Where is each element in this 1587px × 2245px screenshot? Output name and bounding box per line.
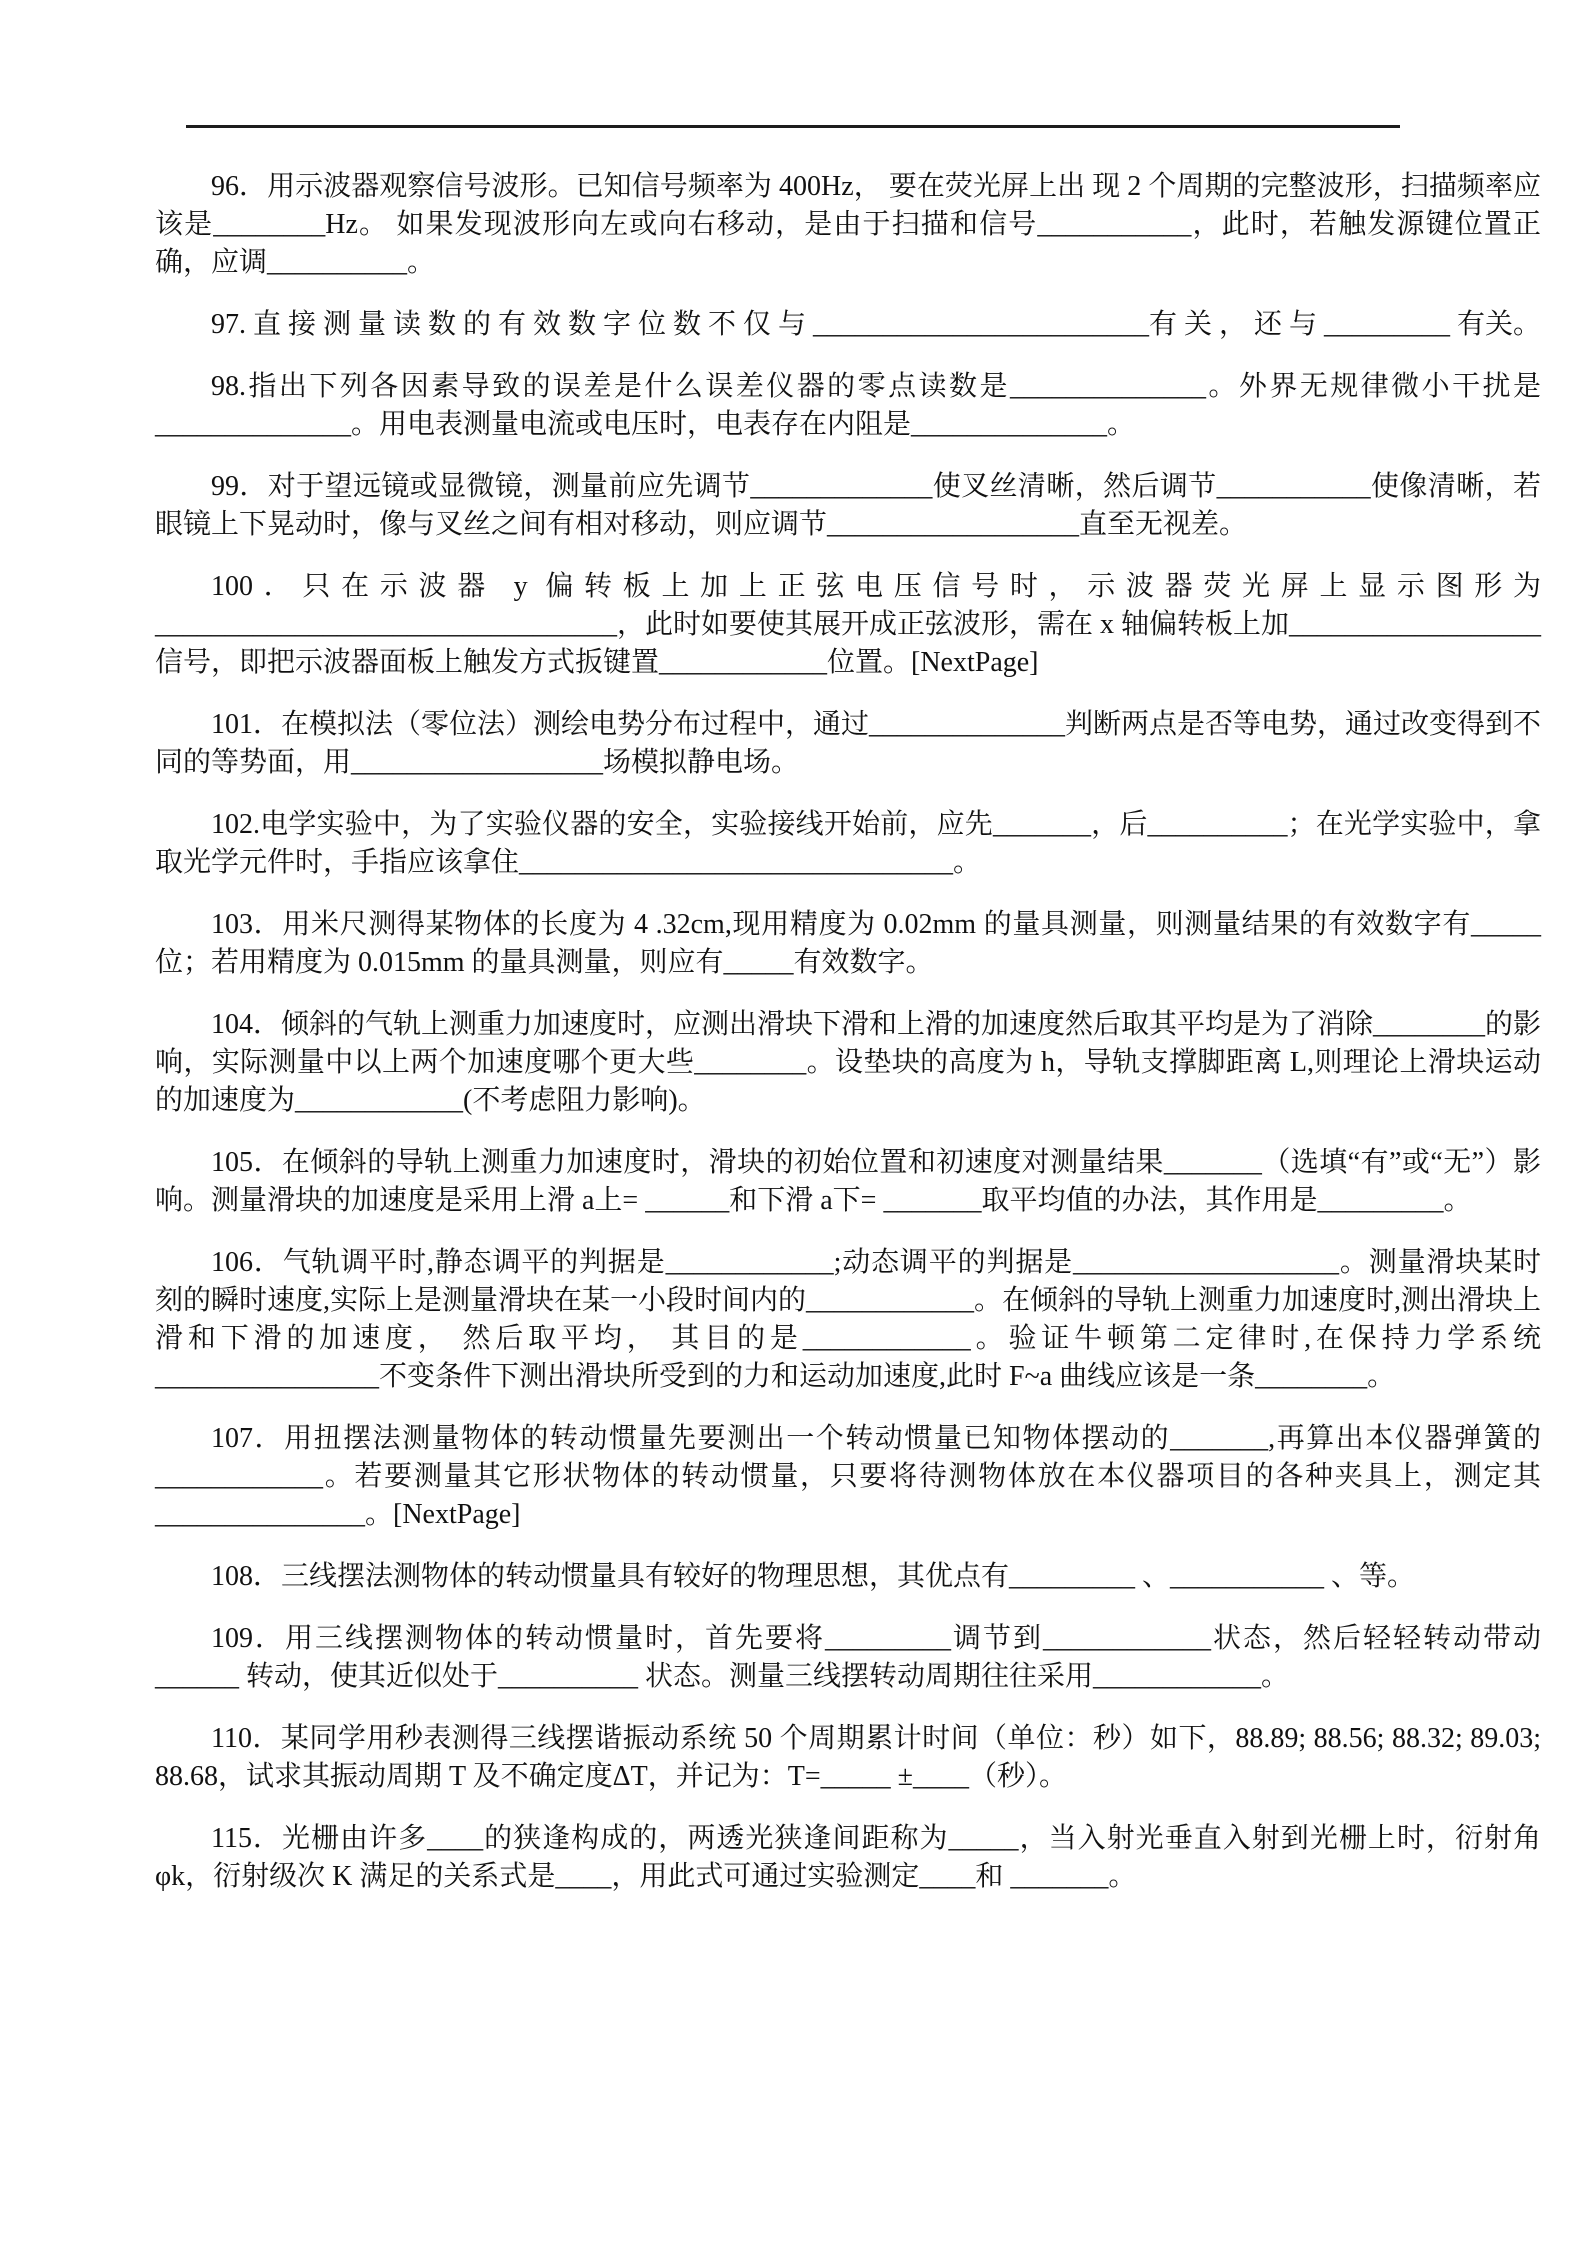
question-110: 110．某同学用秒表测得三线摆谐振动系统 50 个周期累计时间（单位：秒）如下，88.89; 88.56; 88.32; 89.03; 88.68，试求其振动周期 T 及不确定度ΔT，并记为：T=_____ ±____（秒）。 bbox=[155, 1723, 1541, 1792]
question-115: 115．光栅由许多____的狭逢构成的，两透光狭逢间距称为_____，当入射光垂直入射到光栅上时，衍射角φk，衍射级次 K 满足的关系式是____，用此式可通过实验测定____和 _______。 bbox=[155, 1823, 1541, 1892]
question-98: 98.指出下列各因素导致的误差是什么误差仪器的零点读数是______________。外界无规律微小干扰是______________。用电表测量电流或电压时，电表存在内阻是______________。 bbox=[155, 371, 1541, 440]
question-103: 103．用米尺测得某物体的长度为 4 .32cm,现用精度为 0.02mm 的量具测量，则测量结果的有效数字有_____位；若用精度为 0.015mm 的量具测量，则应有_____有效数字。 bbox=[155, 909, 1541, 978]
question-99: 99．对于望远镜或显微镜，测量前应先调节_____________使叉丝清晰，然后调节___________使像清晰，若眼镜上下晃动时，像与叉丝之间有相对移动，则应调节__________________直至无视差。 bbox=[155, 471, 1541, 540]
question-106: 106．气轨调平时,静态调平的判据是____________;动态调平的判据是___________________。测量滑块某时刻的瞬时速度,实际上是测量滑块在某一小段时间内的____________。在倾斜的导轨上测重力加速度时,测出滑块上滑和下滑的加速度， 然后取平均， 其目的是____________。验证牛顿第二定律时,在保持力学系统________________不变条件下测出滑块所受到的力和运动加速度,此时 F~a 曲线应该是一条________。 bbox=[155, 1247, 1542, 1392]
question-100: 100．只在示波器 y 偏转板上加上正弦电压信号时，示波器荧光屏上显示图形为_________________________________，此时如要使其展开成正弦波形，需在 x 轴偏转板上加__________________信号，即把示波器面板上触发方式扳键置____________位置。[NextPage] bbox=[155, 571, 1542, 678]
question-97: 97. 直 接 测 量 读 数 的 有 效 数 字 位 数 不 仅 与 ________________________有 关 ， 还 与 _________ 有关。 bbox=[211, 309, 1542, 340]
question-108: 108．三线摆法测物体的转动惯量具有较好的物理思想，其优点有_________ 、___________ 、等。 bbox=[211, 1561, 1416, 1592]
question-96: 96．用示波器观察信号波形。已知信号频率为 400Hz， 要在荧光屏上出 现 2 个周期的完整波形，扫描频率应该是________Hz。 如果发现波形向左或向右移动，是由于扫描和信号___________，此时，若触发源键位置正确，应调__________。 bbox=[155, 171, 1541, 278]
header-rule bbox=[186, 125, 1400, 128]
question-105: 105．在倾斜的导轨上测重力加速度时，滑块的初始位置和初速度对测量结果_______（选填“有”或“无”）影响。测量滑块的加速度是采用上滑 a上= ______和下滑 a下= _______取平均值的办法，其作用是_________。 bbox=[155, 1147, 1541, 1216]
question-109: 109．用三线摆测物体的转动惯量时，首先要将_________调节到____________状态，然后轻轻转动带动______ 转动，使其近似处于__________ 状态。测量三线摆转动周期往往采用____________。 bbox=[155, 1623, 1541, 1692]
question-102: 102.电学实验中，为了实验仪器的安全，实验接线开始前，应先_______，后__________；在光学实验中，拿取光学元件时，手指应该拿住_______________________________。 bbox=[155, 809, 1541, 878]
question-107: 107．用扭摆法测量物体的转动惯量先要测出一个转动惯量已知物体摆动的_______,再算出本仪器弹簧的____________。若要测量其它形状物体的转动惯量，只要将待测物体放在本仪器项目的各种夹具上，测定其_______________。[NextPage] bbox=[155, 1423, 1541, 1530]
questions-list bbox=[155, 168, 1541, 1920]
question-104: 104．倾斜的气轨上测重力加速度时，应测出滑块下滑和上滑的加速度然后取其平均是为了消除________的影响，实际测量中以上两个加速度哪个更大些________。设垫块的高度为 h，导轨支撑脚距离 L,则理论上滑块运动的加速度为____________(不考虑阻力影响)。 bbox=[155, 1009, 1542, 1116]
question-101: 101．在模拟法（零位法）测绘电势分布过程中，通过______________判断两点是否等电势，通过改变得到不同的等势面，用__________________场模拟静电场。 bbox=[155, 709, 1542, 778]
